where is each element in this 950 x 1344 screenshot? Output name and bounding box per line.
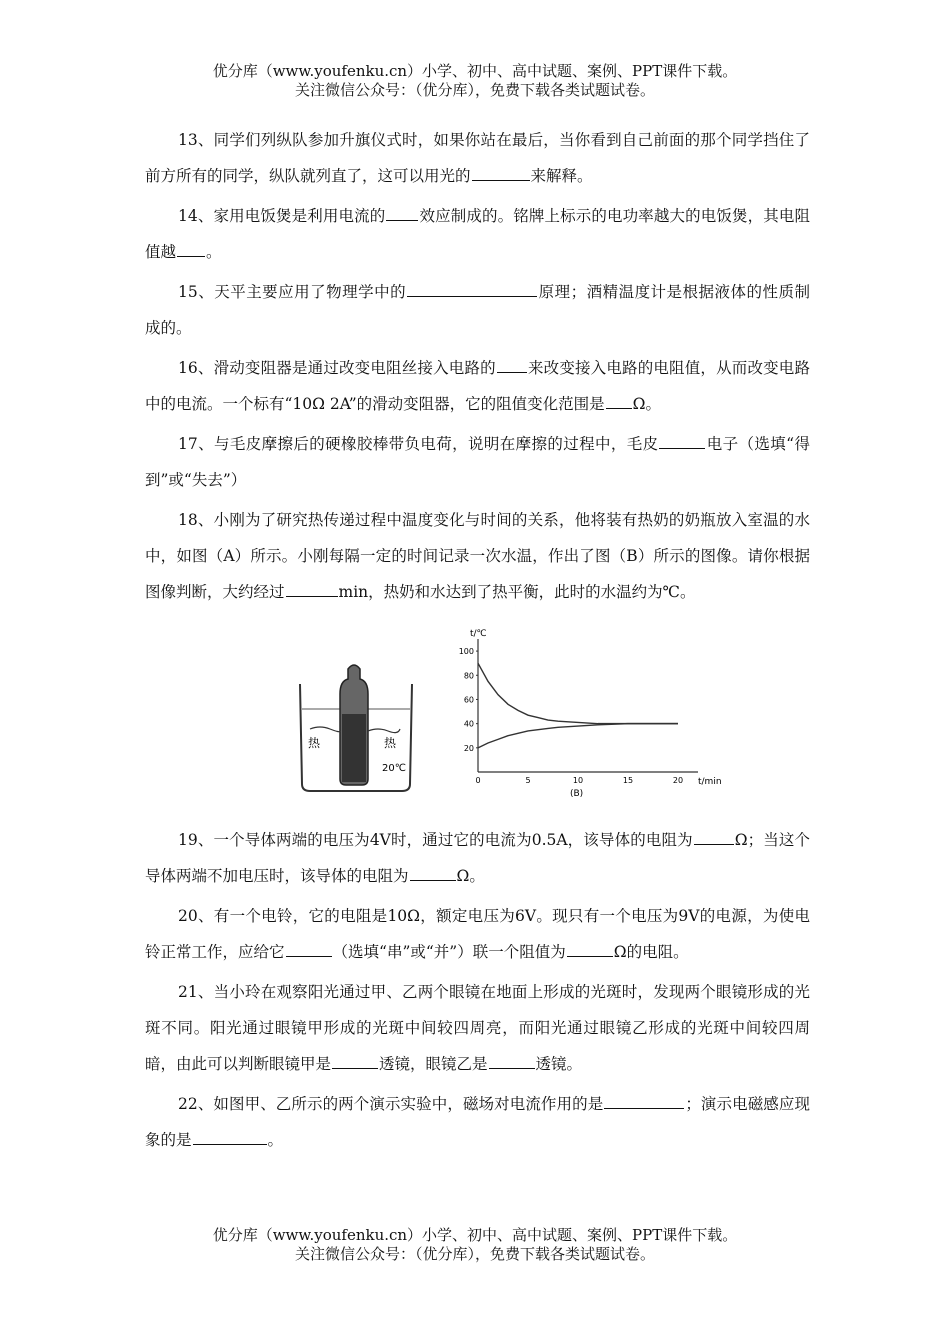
y-tick-label: 80 <box>463 671 474 681</box>
question-18: 18、小刚为了研究热传递过程中温度变化与时间的关系，他将装有热奶的奶瓶放入室温的水中，如图（A）所示。小刚每隔一定的时间记录一次水温，作出了图（B）所示的图像。请你根据图像判断，大约经过 min，热奶和水达到了热平衡，此时的水温约为℃。 <box>145 511 810 601</box>
page-footer <box>0 1226 950 1264</box>
footer-line-2: 关注微信公众号：（优分库），免费下载各类试题试卷。 <box>294 1245 655 1263</box>
answer-blank[interactable] <box>606 394 632 409</box>
answer-blank[interactable] <box>604 1094 684 1109</box>
answer-blank[interactable] <box>410 866 456 881</box>
answer-blank[interactable] <box>386 206 418 221</box>
answer-blank[interactable] <box>497 358 527 373</box>
answer-blank[interactable] <box>407 282 537 297</box>
header-line-2: 关注微信公众号：（优分库），免费下载各类试题试卷。 <box>294 81 655 99</box>
question-16: 16、滑动变阻器是通过改变电阻丝接入电路的 来改变接入电路的电阻值，从而改变电路中的电流。一个标有“10Ω 2A”的滑动变阻器，它的阻值变化范围是 Ω。 <box>145 359 810 413</box>
x-tick-label: 5 <box>525 776 531 785</box>
water-temp-label: 20℃ <box>382 763 406 774</box>
question-21: 21、当小玲在观察阳光通过甲、乙两个眼镜在地面上形成的光斑时，发现两个眼镜形成的光斑不同。阳光通过眼镜甲形成的光斑中间较四周亮，而阳光通过眼镜乙形成的光斑中间较四周暗，由此可以判断眼镜甲是 透镜，眼镜乙是 透镜。 <box>145 983 810 1073</box>
answer-blank[interactable] <box>567 942 613 957</box>
heat-label-left: 热 <box>308 736 321 750</box>
answer-blank[interactable] <box>193 1130 267 1145</box>
hot-milk-curve <box>478 663 678 723</box>
answer-blank[interactable] <box>694 830 734 845</box>
question-20: 20、有一个电铃，它的电阻是10Ω，额定电压为6V。现只有一个电压为9V的电源，为使电铃正常工作，应给它 （选填“串”或“并”）联一个阻值为 Ω的电阻。 <box>145 907 810 961</box>
answer-blank[interactable] <box>286 582 338 597</box>
y-tick-label: 60 <box>463 695 474 705</box>
footer-line-1: 优分库（www.youfenku.cn）小学、初中、高中试题、案例、PPT课件下载。 <box>212 1226 738 1244</box>
question-19: 19、一个导体两端的电压为4V时，通过它的电流为0.5A，该导体的电阻为 Ω；当这个导体两端不加电压时，该导体的电阻为 Ω。 <box>145 831 810 885</box>
answer-blank[interactable] <box>286 942 332 957</box>
question-14: 14、家用电饭煲是利用电流的 效应制成的。铭牌上标示的电功率越大的电饭煲，其电阻值越 。 <box>145 207 810 261</box>
question-15: 15、天平主要应用了物理学中的 原理；酒精温度计是根据液体的性质制成的。 <box>145 283 810 337</box>
x-tick-label: 15 <box>622 776 634 785</box>
x-tick-label: 0 <box>475 776 481 785</box>
answer-blank[interactable] <box>659 434 705 449</box>
x-tick-label: 20 <box>672 776 684 785</box>
x-tick-label: 10 <box>572 776 584 785</box>
question-13: 13、同学们列纵队参加升旗仪式时，如果你站在最后，当你看到自己前面的那个同学挡住了前方所有的同学，纵队就列直了，这可以用光的 来解释。 <box>145 131 810 185</box>
question-22: 22、如图甲、乙所示的两个演示实验中，磁场对电流作用的是 ；演示电磁感应现象的是 。 <box>145 1095 810 1149</box>
y-tick-label: 100 <box>458 647 474 657</box>
answer-blank[interactable] <box>177 242 205 257</box>
water-curve <box>478 724 678 748</box>
answer-blank[interactable] <box>472 166 530 181</box>
y-tick-label: 20 <box>463 743 474 753</box>
temperature-chart <box>430 624 730 799</box>
y-tick-label: 40 <box>463 719 474 729</box>
heat-label-right: 热 <box>384 736 397 750</box>
answer-blank[interactable] <box>332 1054 378 1069</box>
answer-blank[interactable] <box>489 1054 535 1069</box>
figure-18 <box>145 624 810 804</box>
x-axis-label: t/min <box>698 777 722 787</box>
y-axis-label: t/℃ <box>470 629 487 639</box>
question-list <box>145 122 810 1162</box>
page-header <box>0 62 950 100</box>
header-line-1: 优分库（www.youfenku.cn）小学、初中、高中试题、案例、PPT课件下载。 <box>212 62 738 80</box>
chart-caption: (B) <box>570 789 584 799</box>
question-17: 17、与毛皮摩擦后的硬橡胶棒带负电荷，说明在摩擦的过程中，毛皮 电子（选填“得到”或“失去”） <box>145 435 810 489</box>
